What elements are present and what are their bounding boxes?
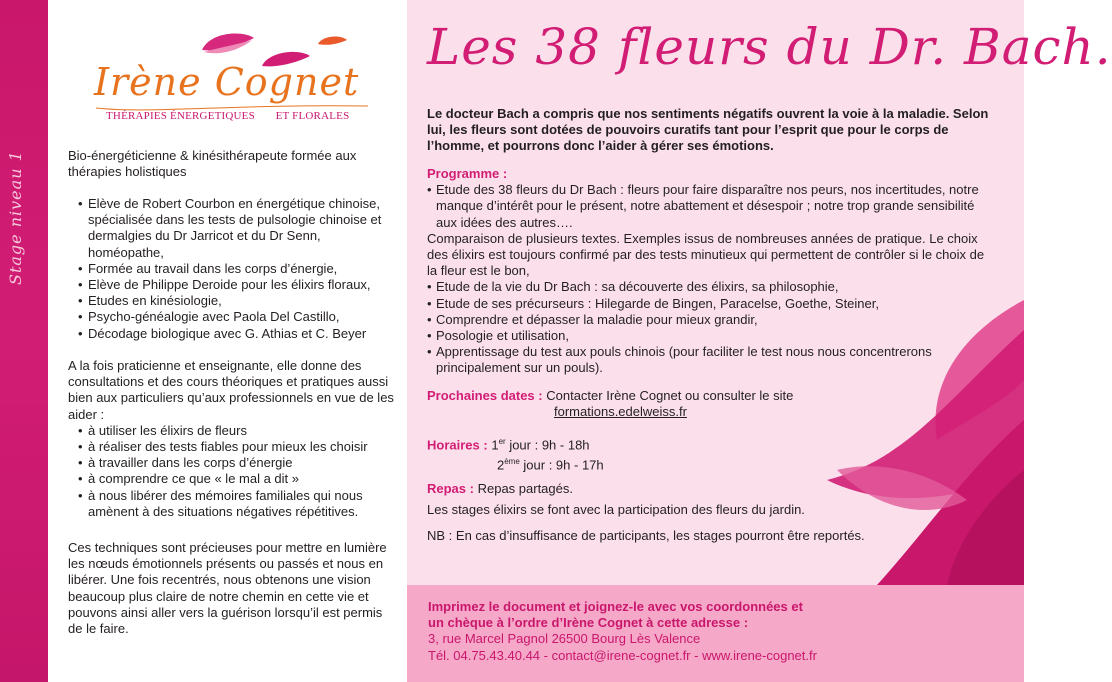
list-item: • Etudes en kinésiologie, [68, 293, 398, 309]
meals-label: Repas : [427, 481, 474, 496]
closing-block [68, 540, 398, 637]
dates-label: Prochaines dates : [427, 388, 543, 403]
list-item: • Décodage biologique avec G. Athias et C. Beyer [68, 326, 398, 342]
logo-tagline-right: ET FLORALES [275, 110, 350, 122]
list-item: • Apprentissage du test aux pouls chinois (pour faciliter le test nous nous concentrerons principalement sur un pouls). [427, 344, 992, 376]
footer-text [428, 599, 988, 664]
logo-tagline-left: THÉRAPIES ÉNERGETIQUES [106, 110, 255, 122]
day1-num: 1 [491, 437, 499, 453]
list-item: • Comprendre et dépasser la maladie pour mieux grandir, [427, 312, 992, 328]
logo [92, 30, 372, 125]
teaching-block [68, 358, 398, 520]
footer-address: 3, rue Marcel Pagnol 26500 Bourg Lès Valence [428, 631, 701, 647]
note-2 [427, 528, 992, 544]
side-strip [0, 0, 48, 682]
footer-line-2: un chèque à l’ordre d’Irène Cognet à cette adresse : [428, 615, 749, 631]
teaching-intro: A la fois praticienne et enseignante, elle donne des consultations et des cours théoriques et pratiques aussi bien aux particuliers qu’aux professionnels en vue de les aider : [68, 358, 394, 422]
left-intro [68, 148, 398, 180]
note-1 [427, 502, 992, 518]
closing-text: Ces techniques sont précieuses pour mettre en lumière les nœuds émotionnels présents ou passés et nous en libérer. Une fois recentrés, nous obtenons une vision beaucoup plus claire de notre chemin en cette vie et pouvons ainsi aller vers la guérison lorsqu’il est permis de le faire. [68, 540, 387, 637]
list-item: • à travailler dans les corps d’énergie [68, 455, 398, 471]
list-item: • Formée au travail dans les corps d’énergie, [68, 261, 398, 277]
left-column [68, 0, 398, 682]
aims-list [68, 423, 398, 520]
list-item: • à réaliser des tests fiables pour mieux les choisir [68, 439, 398, 455]
programme-block [427, 166, 992, 377]
right-panel [407, 0, 1112, 682]
bach-intro [427, 106, 992, 155]
footer-band [407, 585, 1024, 682]
list-item: • Etude de la vie du Dr Bach : sa découverte des élixirs, sa philosophie, [427, 279, 992, 295]
logo-tagline [106, 110, 349, 122]
bach-intro-text: Le docteur Bach a compris que nos sentiments négatifs ouvrent la voie à la maladie. Selon lui, les fleurs sont dotées de pouvoirs curatifs tant pour l’esprit que pour le corps de l’homme, et pourrons donc l’aider à gérer ses émotions. [427, 106, 989, 154]
programme-label: Programme : [427, 166, 508, 181]
list-item: • Psycho-généalogie avec Paola Del Castillo, [68, 309, 398, 325]
page-title: Les 38 fleurs du Dr. Bach. [427, 18, 1112, 76]
side-label: Stage niveau 1 [6, 150, 25, 285]
day2-num: 2 [497, 456, 505, 472]
training-list-wrap [68, 196, 398, 342]
list-item: • Elève de Philippe Deroide pour les élixirs floraux, [68, 277, 398, 293]
day1-sup: er [498, 437, 506, 446]
list-item: • Etude de ses précurseurs : Hilegarde de Bingen, Paracelse, Goethe, Steiner, [427, 296, 992, 312]
programme-first-list [427, 182, 992, 231]
list-item: • Etude des 38 fleurs du Dr Bach : fleurs pour faire disparaître nos peurs, nos incertitudes, notre manque d’intérêt pour le présent, notre abattement et désespoir ; notre trop grande sensibilité aux idées des autres…. [427, 182, 992, 231]
list-item: • Elève de Robert Courbon en énergétique chinoise, spécialisée dans les tests de pulsologie chinoise et dermalgies du Dr Jarricot et du Dr Senn, homéopathe, [68, 196, 398, 261]
bio-intro: Bio-énergéticienne & kinésithérapeute formée aux thérapies holistiques [68, 148, 357, 180]
footer-line-1: Imprimez le document et joignez-le avec vos coordonnées et [428, 599, 803, 614]
list-item: • à nous libérer des mémoires familiales qui nous amènent à des situations négatives répétitives. [68, 488, 398, 520]
list-item: • à comprendre ce que « le mal a dit » [68, 471, 398, 487]
side-label-wrap [6, 150, 36, 305]
note-2-text: NB : En cas d’insuffisance de participants, les stages pourront être reportés. [427, 528, 865, 543]
programme-text: Comparaison de plusieurs textes. Exemples issus de nombreuses années de pratique. Le choix des élixirs est toujours confirmé par des tests minutieux qui permettent de contrôler si le choix de la fleur est le bon, [427, 230, 985, 279]
day1-text: jour : 9h - 18h [509, 437, 590, 453]
meals-text: Repas partagés. [477, 481, 573, 496]
hours-label: Horaires : [427, 437, 488, 453]
note-1-text: Les stages élixirs se font avec la participation des fleurs du jardin. [427, 502, 805, 517]
day2-text: jour : 9h - 17h [523, 456, 604, 472]
formations-link[interactable]: formations.edelweiss.fr [554, 404, 687, 420]
footer-contact: Tél. 04.75.43.40.44 - contact@irene-cognet.fr - www.irene-cognet.fr [428, 647, 817, 663]
day2-sup: ème [504, 456, 520, 466]
hours-block [427, 434, 992, 473]
meals-block [427, 481, 992, 497]
dates-text: Contacter Irène Cognet ou consulter le site [546, 388, 794, 403]
logo-name: Irène Cognet [94, 60, 360, 104]
programme-list [427, 279, 992, 376]
dates-block [427, 388, 992, 420]
list-item: • à utiliser les élixirs de fleurs [68, 423, 398, 439]
list-item: • Posologie et utilisation, [427, 328, 992, 344]
training-list [68, 196, 398, 342]
